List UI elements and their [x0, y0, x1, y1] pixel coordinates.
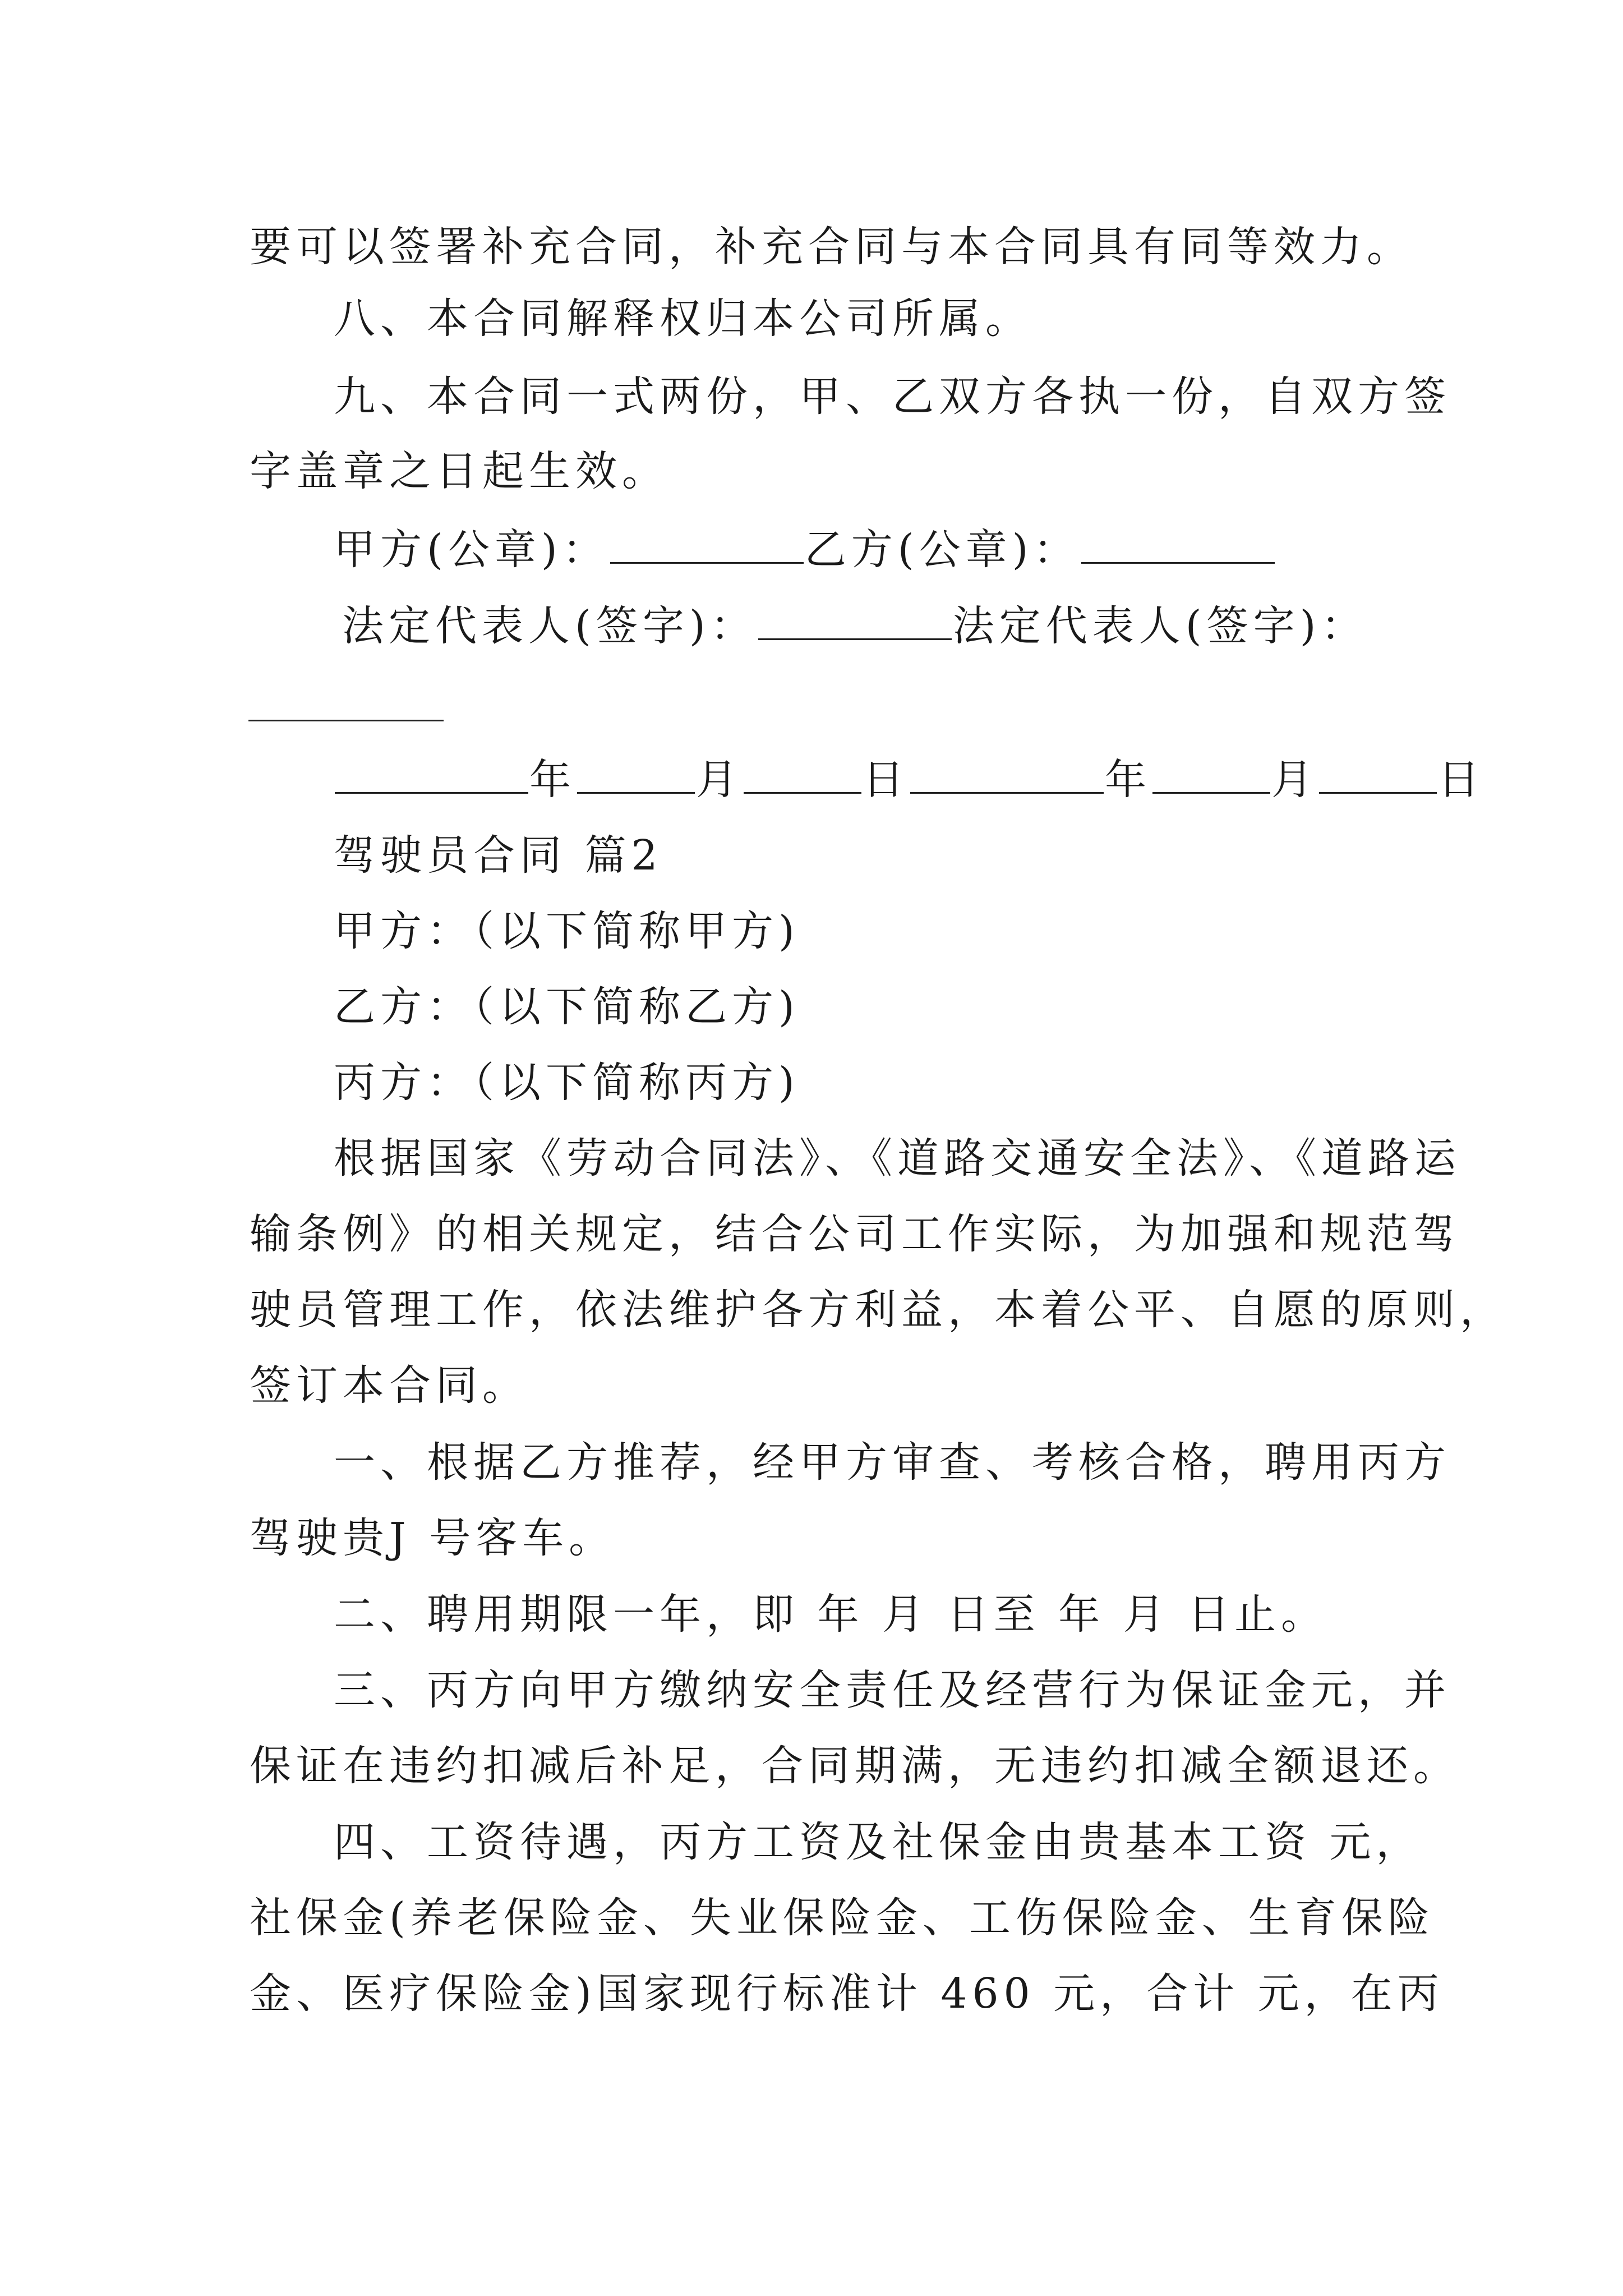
party-b-seal-label: 乙方(公章)：	[804, 526, 1080, 574]
clause-9: 九、本合同一式两份，甲、乙双方各执一份，自双方签	[334, 372, 1451, 421]
date-blank	[1152, 753, 1270, 794]
party-a-seal-blank	[610, 523, 804, 564]
party-b-legal-rep-blank	[248, 720, 444, 721]
body-line: 社保金(养老保险金、失业保险金、工伤保险金、生育保险	[250, 1894, 1435, 1942]
legal-rep-line	[342, 598, 1368, 654]
section-title: 驾驶员合同 篇2	[334, 831, 663, 880]
date-blank	[744, 753, 861, 794]
text-line: 要可以签署补充合同，补充合同与本合同具有同等效力。	[250, 223, 1413, 271]
clause-8: 八、本合同解释权归本公司所属。	[334, 295, 1032, 343]
body-line: 输条例》的相关规定，结合公司工作实际，为加强和规范驾	[250, 1210, 1460, 1258]
body-line: 驶员管理工作，依法维护各方利益，本着公平、自愿的原则，	[250, 1286, 1506, 1334]
text-line: 字盖章之日起生效。	[250, 447, 668, 495]
day-label: 日	[1438, 756, 1484, 804]
year-label: 年	[529, 756, 576, 804]
party-b-line: 乙方：（以下简称乙方)	[334, 983, 800, 1031]
date-blank	[577, 753, 695, 794]
party-a-seal-label: 甲方(公章)：	[334, 526, 609, 574]
clause-1: 一、根据乙方推荐，经甲方审查、考核合格，聘用丙方	[334, 1438, 1451, 1487]
party-a-line: 甲方：（以下简称甲方)	[334, 907, 800, 955]
year-label: 年	[1105, 756, 1151, 804]
day-label: 日	[863, 756, 909, 804]
seal-line	[334, 522, 1276, 578]
month-label: 月	[1271, 756, 1318, 804]
body-line: 保证在违约扣减后补足，合同期满，无违约扣减全额退还。	[250, 1742, 1460, 1790]
party-a-legal-rep-label: 法定代表人(签字)：	[342, 602, 757, 650]
date-blank	[335, 753, 528, 794]
clause-2: 二、聘用期限一年，即 年 月 日至 年 月 日止。	[334, 1590, 1328, 1639]
date-line	[334, 752, 1484, 808]
clause-3: 三、丙方向甲方缴纳安全责任及经营行为保证金元，并	[334, 1666, 1451, 1714]
date-blank	[910, 753, 1104, 794]
clause-4: 四、工资待遇，丙方工资及社保金由贵基本工资 元，	[334, 1818, 1423, 1866]
month-label: 月	[696, 756, 743, 804]
party-a-legal-rep-blank	[758, 599, 952, 640]
body-line: 根据国家《劳动合同法》、《道路交通安全法》、《道路运	[334, 1134, 1461, 1182]
body-line: 驾驶贵J 号客车。	[250, 1514, 616, 1562]
party-b-legal-rep-label: 法定代表人(签字)：	[952, 602, 1368, 650]
body-line: 签订本合同。	[250, 1361, 529, 1410]
date-blank	[1319, 753, 1437, 794]
body-line: 金、医疗保险金)国家现行标准计 460 元，合计 元，在丙	[250, 1970, 1444, 2018]
party-b-seal-blank	[1081, 523, 1275, 564]
party-c-line: 丙方：（以下简称丙方)	[334, 1059, 800, 1107]
